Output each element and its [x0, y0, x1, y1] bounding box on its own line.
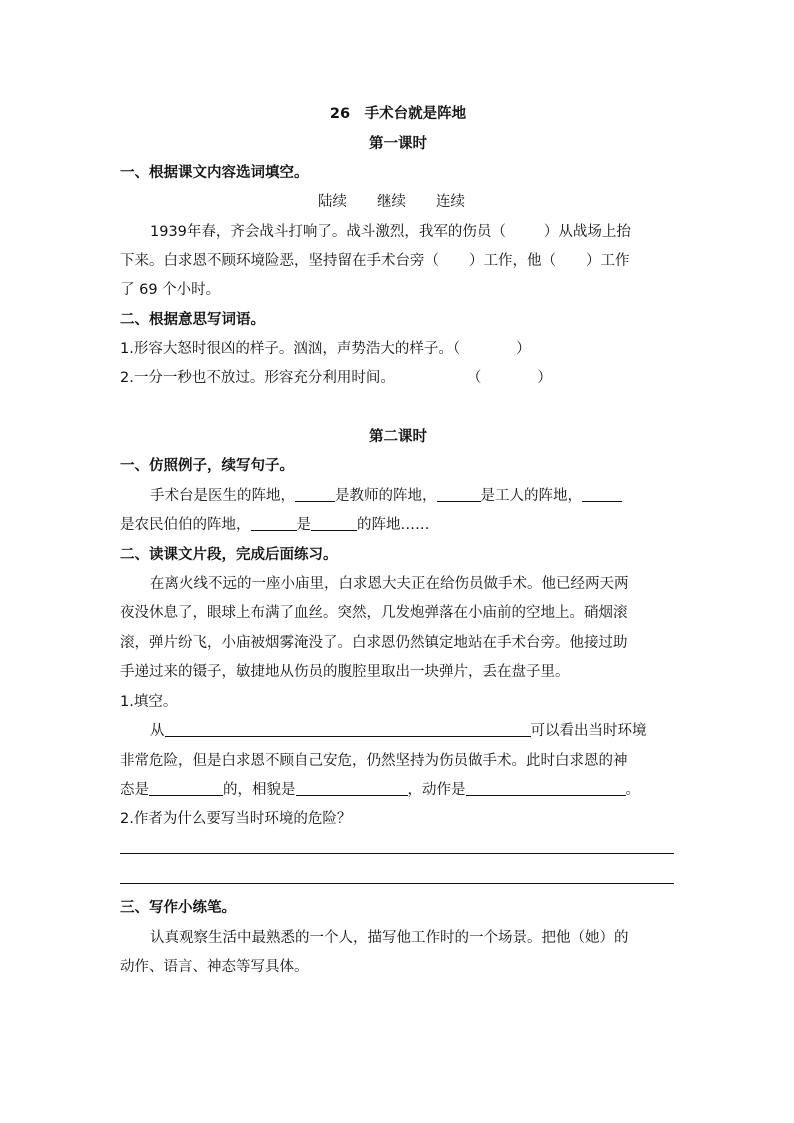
answer-blank[interactable]	[296, 781, 408, 796]
lesson2-q1-line: 是农民伯伯的阵地， 是 的阵地……	[120, 517, 430, 533]
answer-blank[interactable]	[466, 781, 626, 796]
passage-line: 夜没休息了，眼球上布满了血丝。突然，几发炮弹落在小庙前的空地上。硝烟滚	[120, 605, 628, 621]
writing-prompt-line: 认真观察生活中最熟悉的一个人，描写他工作时的一个场景。把他（她）的	[150, 930, 629, 946]
sub-question-1: 1.填空。	[120, 694, 178, 710]
word-choice: 继续	[377, 194, 406, 210]
lesson2-q1-title: 一、仿照例子，续写句子。	[120, 458, 294, 474]
lesson2-q2-title: 二、读课文片段，完成后面练习。	[120, 547, 338, 563]
lesson2-heading: 第二课时	[369, 429, 427, 445]
answer-blank[interactable]	[311, 516, 357, 531]
lesson1-q2-title: 二、根据意思写词语。	[120, 312, 265, 328]
answer-blank[interactable]	[149, 781, 223, 796]
word-choice: 陆续	[318, 194, 347, 210]
lesson1-q2-item: 2.一分一秒也不放过。形容充分利用时间。 （ ）	[120, 370, 552, 386]
fill-line: 非常危险，但是白求恩不顾自己安危，仍然坚持为伤员做手术。此时白求恩的神	[120, 753, 628, 769]
passage-line: 滚，弹片纷飞，小庙被烟雾淹没了。白求恩仍然镇定地站在手术台旁。他接过助	[120, 635, 628, 651]
answer-blank[interactable]	[251, 516, 297, 531]
answer-blank[interactable]	[582, 487, 622, 502]
lesson1-q1-paragraph-line: 了 69 个小时。	[120, 282, 221, 298]
fill-line: 从 可以看出当时环境	[150, 723, 647, 739]
lesson1-q1-paragraph-line: 下来。白求恩不顾环境险恶，坚持留在手术台旁（ ）工作，他（ ）工作	[120, 253, 630, 269]
word-choice: 连续	[436, 194, 465, 210]
passage-line: 手递过来的镊子，敏捷地从伤员的腹腔里取出一块弹片，丢在盘子里。	[120, 664, 570, 680]
answer-blank[interactable]	[165, 722, 531, 737]
word-choices	[318, 192, 518, 212]
answer-blank[interactable]	[295, 487, 335, 502]
answer-line[interactable]	[120, 853, 674, 854]
sub-question-2: 2.作者为什么要写当时环境的危险？	[120, 811, 352, 827]
lesson1-heading: 第一课时	[369, 136, 427, 152]
passage-line: 在离火线不远的一座小庙里，白求恩大夫正在给伤员做手术。他已经两天两	[150, 576, 629, 592]
answer-line[interactable]	[120, 883, 674, 884]
answer-blank[interactable]	[437, 487, 481, 502]
lesson1-q2-item: 1.形容大怒时很凶的样子。汹汹，声势浩大的样子。（ ）	[120, 341, 531, 357]
fill-line: 态是 的，相貌是 ，动作是 。	[120, 782, 640, 798]
lesson2-q3-title: 三、写作小练笔。	[120, 900, 236, 916]
lesson1-q1-paragraph-line: 1939年春，齐会战斗打响了。战斗激烈，我军的伤员（ ）从战场上抬	[150, 224, 631, 240]
lesson1-q1-title: 一、根据课文内容选词填空。	[120, 165, 309, 181]
lesson2-q1-line: 手术台是医生的阵地， 是教师的阵地， 是工人的阵地，	[150, 486, 676, 506]
page-title: 26 手术台就是阵地	[329, 106, 467, 122]
writing-prompt-line: 动作、语言、神态等写具体。	[120, 959, 309, 975]
